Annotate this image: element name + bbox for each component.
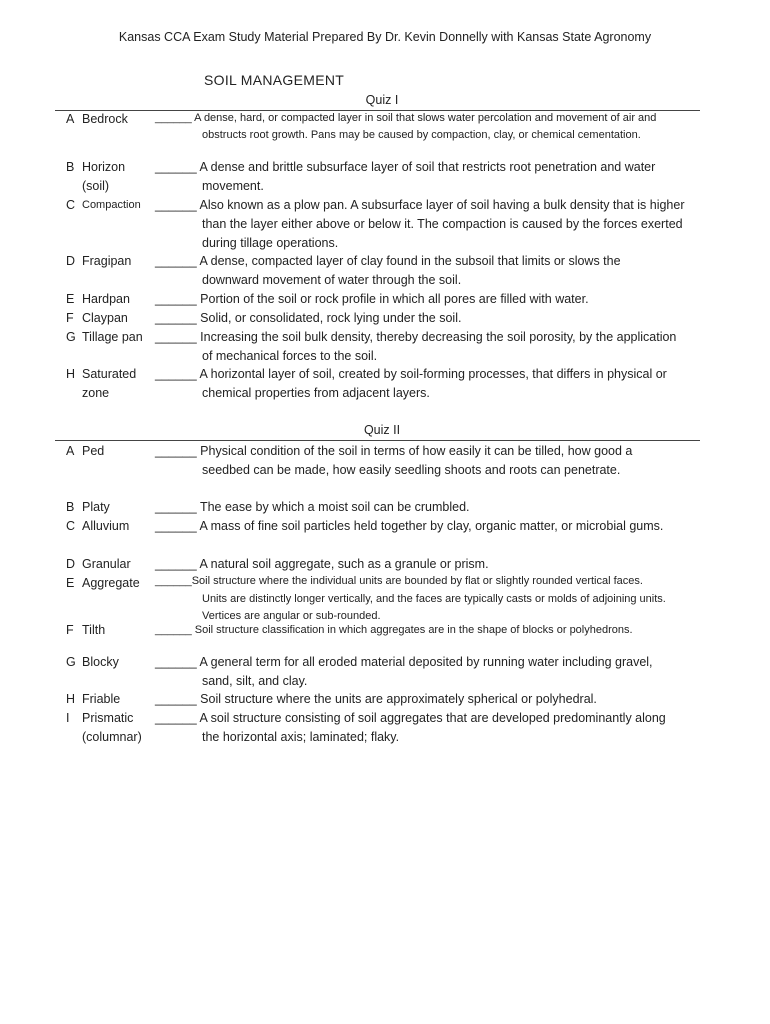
- term-granular: Granular: [82, 557, 131, 571]
- definition-2f: ______ Soil structure classification in which aggregates are in the shape of blocks or polyhedrons.: [155, 624, 633, 636]
- term-platy: Platy: [82, 500, 110, 514]
- definition-2e-line-2: Units are distinctly longer vertically, and the faces are typically casts or molds of adjoining units.: [202, 593, 666, 605]
- definition-2c: ______ A mass of fine soil particles held together by clay, organic matter, or microbial gums.: [155, 519, 664, 533]
- term-claypan: Claypan: [82, 311, 128, 325]
- term-bedrock: Bedrock: [82, 112, 128, 126]
- term-letter: D: [66, 254, 76, 268]
- quiz-1-label: Quiz I: [365, 93, 399, 107]
- definition-1c-line-3: during tillage operations.: [202, 236, 339, 250]
- definition-2i-line-2: the horizontal axis; laminated; flaky.: [202, 730, 400, 744]
- quiz-2-label: Quiz II: [363, 423, 401, 437]
- definition-1c-line-2: than the layer either above or below it. The compaction is caused by the forces exerted: [202, 217, 683, 231]
- term-horizon: Horizon: [82, 160, 126, 174]
- definition-1d: ______ A dense, compacted layer of clay found in the subsoil that limits or slows the: [155, 254, 621, 268]
- definition-1c: ______ Also known as a plow pan. A subsurface layer of soil having a bulk density that is higher: [155, 198, 685, 212]
- definition-1a-line-2: obstructs root growth. Pans may be caused by compaction, clay, or chemical cementation.: [202, 129, 641, 141]
- definition-1f: ______ Solid, or consolidated, rock lying under the soil.: [155, 311, 462, 325]
- definition-1b-line-2: movement.: [202, 179, 264, 193]
- quiz-2-divider: [55, 440, 700, 441]
- term-prismatic: Prismatic: [82, 711, 134, 725]
- page-header: Kansas CCA Exam Study Material Prepared By Dr. Kevin Donnelly with Kansas State Agronomy: [118, 30, 652, 44]
- definition-1g: ______ Increasing the soil bulk density, thereby decreasing the soil porosity, by the application: [155, 330, 677, 344]
- term-aggregate: Aggregate: [82, 576, 140, 590]
- definition-2e-line-3: Vertices are angular or sub-rounded.: [202, 610, 381, 622]
- term-letter: H: [66, 367, 76, 381]
- term-fragipan: Fragipan: [82, 254, 132, 268]
- definition-1e: ______ Portion of the soil or rock profile in which all pores are filled with water.: [155, 292, 589, 306]
- term-tillage-pan: Tillage pan: [82, 330, 143, 344]
- term-letter: F: [66, 623, 74, 637]
- term-tilth: Tilth: [82, 623, 106, 637]
- term-friable: Friable: [82, 692, 121, 706]
- definition-1g-line-2: of mechanical forces to the soil.: [202, 349, 378, 363]
- definition-2d: ______ A natural soil aggregate, such as a granule or prism.: [155, 557, 489, 571]
- definition-2b: ______ The ease by which a moist soil can be crumbled.: [155, 500, 470, 514]
- definition-1h-line-2: chemical properties from adjacent layers.: [202, 386, 430, 400]
- term-letter: G: [66, 655, 76, 669]
- term-letter: B: [66, 500, 75, 514]
- definition-1a: ______ A dense, hard, or compacted layer in soil that slows water percolation and movement of air and: [155, 112, 657, 124]
- term-alluvium: Alluvium: [82, 519, 130, 533]
- term-letter: A: [66, 112, 75, 126]
- term-saturated-zone-line-2: zone: [82, 386, 110, 400]
- definition-2h: ______ Soil structure where the units are approximately spherical or polyhedral.: [155, 692, 597, 706]
- term-letter: F: [66, 311, 74, 325]
- term-letter: E: [66, 292, 75, 306]
- term-letter: C: [66, 198, 76, 212]
- term-horizon-line-2: (soil): [82, 179, 110, 193]
- term-letter: B: [66, 160, 75, 174]
- definition-2i: ______ A soil structure consisting of soil aggregates that are developed predominantly along: [155, 711, 666, 725]
- term-letter: H: [66, 692, 76, 706]
- term-letter: D: [66, 557, 76, 571]
- definition-1d-line-2: downward movement of water through the soil.: [202, 273, 462, 287]
- definition-1b: ______ A dense and brittle subsurface layer of soil that restricts root penetration and water: [155, 160, 656, 174]
- term-letter: C: [66, 519, 76, 533]
- term-hardpan: Hardpan: [82, 292, 130, 306]
- term-letter: A: [66, 444, 75, 458]
- term-letter: G: [66, 330, 76, 344]
- term-saturated-zone: Saturated: [82, 367, 137, 381]
- page-title: SOIL MANAGEMENT: [204, 72, 345, 88]
- term-ped: Ped: [82, 444, 105, 458]
- definition-2a: ______ Physical condition of the soil in terms of how easily it can be tilled, how good a: [155, 444, 633, 458]
- definition-2a-line-2: seedbed can be made, how easily seedling shoots and roots can penetrate.: [202, 463, 621, 477]
- term-prismatic-line-2: (columnar): [82, 730, 142, 744]
- term-letter: E: [66, 576, 75, 590]
- term-compaction: Compaction: [82, 199, 141, 211]
- term-blocky: Blocky: [82, 655, 119, 669]
- definition-1h: ______ A horizontal layer of soil, created by soil-forming processes, that differs in physical or: [155, 367, 667, 381]
- definition-2g: ______ A general term for all eroded material deposited by running water including gravel,: [155, 655, 653, 669]
- definition-2e: ______Soil structure where the individual units are bounded by flat or slightly rounded vertical faces.: [155, 575, 643, 587]
- definition-2g-line-2: sand, silt, and clay.: [202, 674, 308, 688]
- term-letter: I: [66, 711, 70, 725]
